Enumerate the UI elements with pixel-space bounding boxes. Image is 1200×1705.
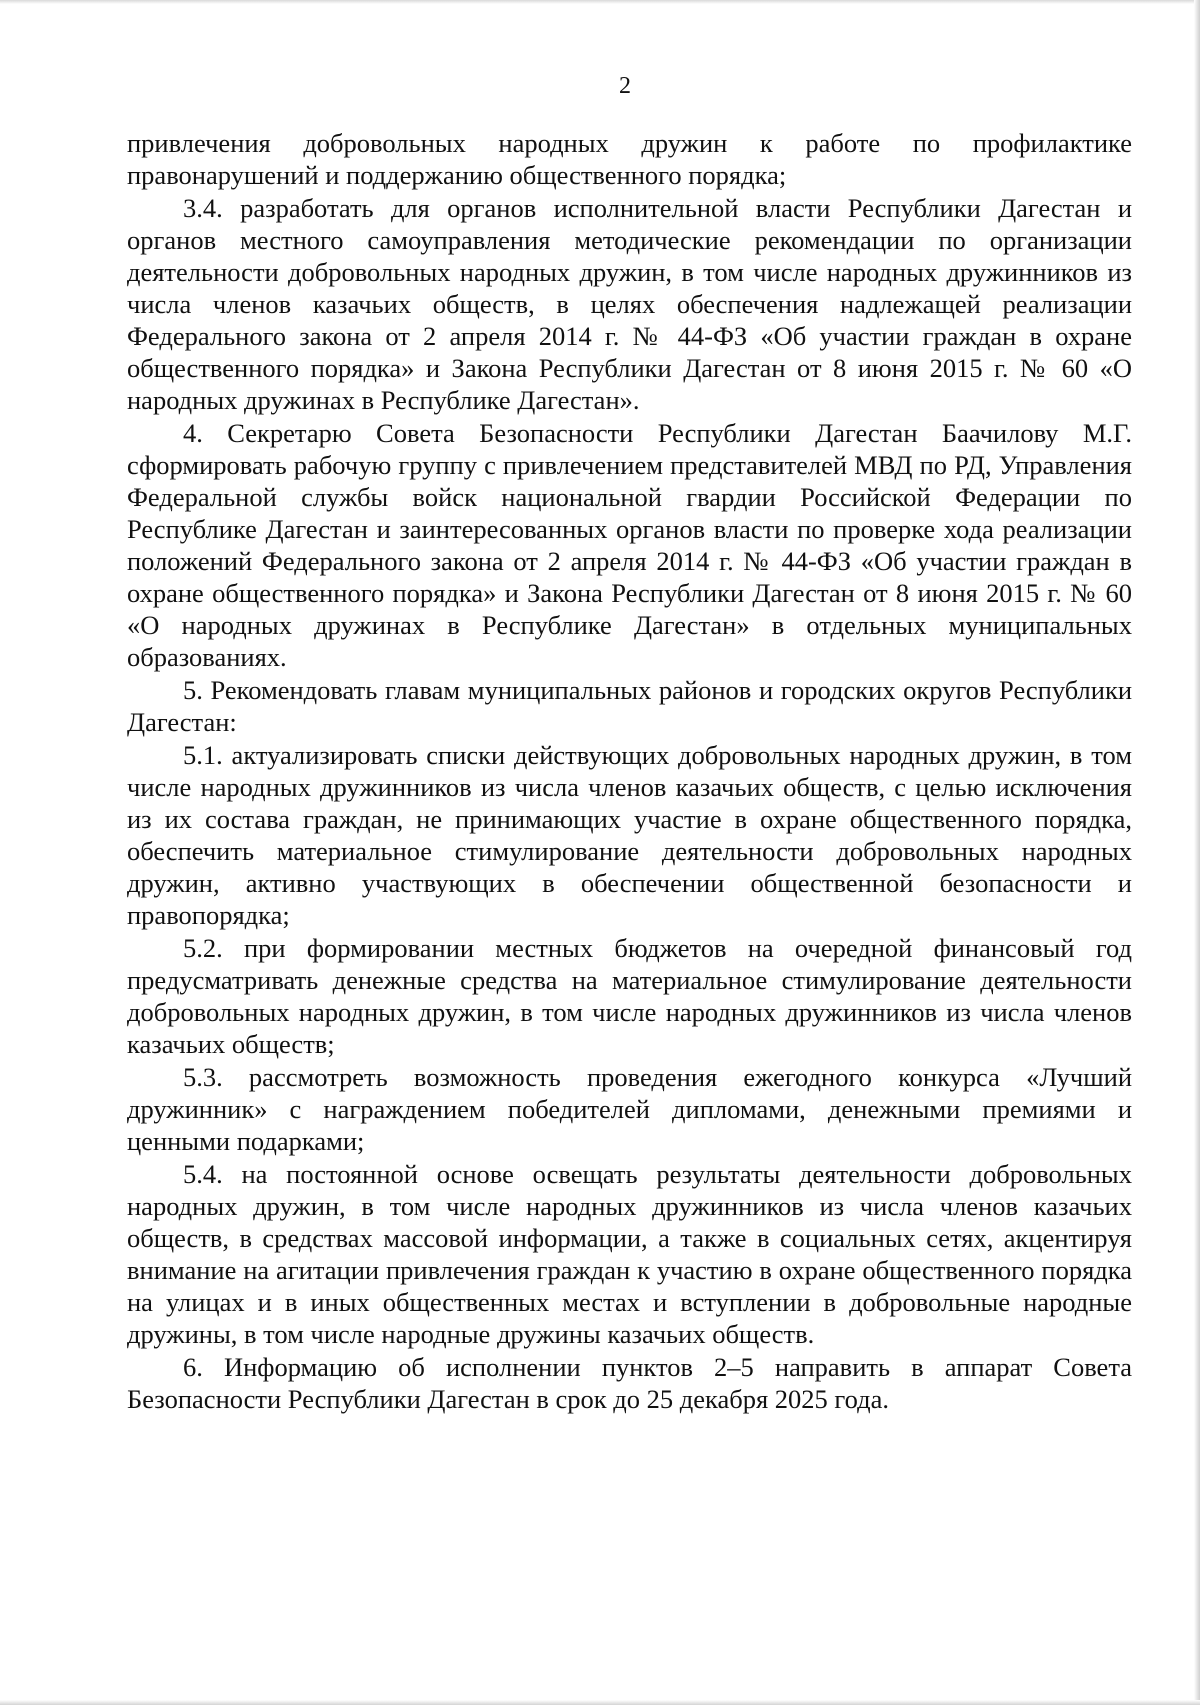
paragraph-6: 6. Информацию об исполнении пунктов 2–5 направить в аппарат Совета Безопасности Республики Дагестан в срок до 25 декабря 2025 года. [127,1352,1132,1414]
paragraph-5-2: 5.2. при формировании местных бюджетов на очередной финансовый год предусматривать денежные средства на материальное стимулирование деятельности добровольных народных дружин, в том числе народных дружинников из числа членов казачьих обществ; [127,933,1132,1059]
document-body [127,127,1132,1416]
paragraph-5: 5. Рекомендовать главам муниципальных районов и городских округов Республики Дагестан: [127,675,1132,737]
paragraph-continuation: привлечения добровольных народных дружин к работе по профилактике правонарушений и поддержанию общественного порядка; [127,128,1132,190]
paragraph-3-4: 3.4. разработать для органов исполнительной власти Республики Дагестан и органов местного самоуправления методические рекомендации по организации деятельности добровольных народных дружин, в том числе народных дружинников из числа членов казачьих обществ, в целях обеспечения надлежащей реализации Федерального закона от 2 апреля 2014 г. № 44-ФЗ «Об участии граждан в охране общественного порядка» и Закона Республики Дагестан от 8 июня 2015 г. № 60 «О народных дружинах в Республике Дагестан». [127,193,1132,415]
page-number: 2 [619,73,631,99]
paragraph-5-1: 5.1. актуализировать списки действующих добровольных народных дружин, в том числе народных дружинников из числа членов казачьих обществ, с целью исключения из их состава граждан, не принимающих участие в охране общественного порядка, обеспечить материальное стимулирование деятельности добровольных народных дружин, активно участвующих в обеспечении общественной безопасности и правопорядка; [127,740,1132,930]
paragraph-5-4: 5.4. на постоянной основе освещать результаты деятельности добровольных народных дружин, в том числе народных дружинников из числа членов казачьих обществ, в средствах массовой информации, а также в социальных сетях, акцентируя внимание на агитации привлечения граждан к участию в охране общественного порядка на улицах и в иных общественных местах и вступлении в добровольные народные дружины, в том числе народные дружины казачьих обществ. [127,1159,1132,1349]
paragraph-4: 4. Секретарю Совета Безопасности Республики Дагестан Баачилову М.Г. сформировать рабочую группу с привлечением представителей МВД по РД, Управления Федеральной службы войск национальной гвардии Российской Федерации по Республике Дагестан и заинтересованных органов власти по проверке хода реализации положений Федерального закона от 2 апреля 2014 г. № 44-ФЗ «Об участии граждан в охране общественного порядка» и Закона Республики Дагестан от 8 июня 2015 г. № 60 «О народных дружинах в Республике Дагестан» в отдельных муниципальных образованиях. [127,418,1132,672]
scan-edge-right [1194,0,1200,1705]
paragraph-5-3: 5.3. рассмотреть возможность проведения ежегодного конкурса «Лучший дружинник» с награждением победителей дипломами, денежными премиями и ценными подарками; [127,1062,1132,1156]
scan-edge-top [0,0,1200,4]
scan-edge-bottom [0,1700,1200,1705]
